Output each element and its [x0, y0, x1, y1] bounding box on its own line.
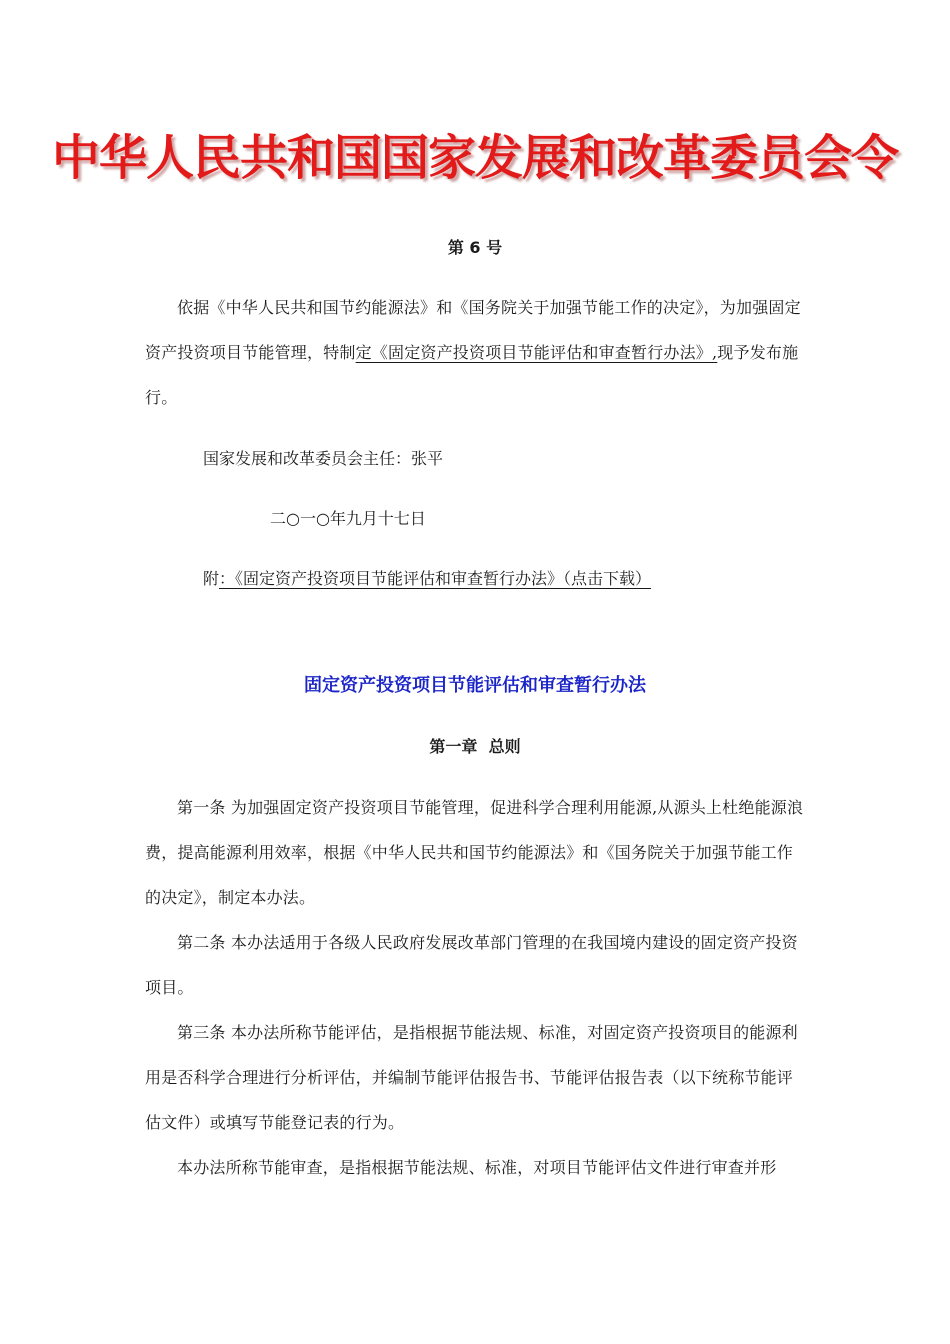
decree-header-title: 中华人民共和国国家发展和改革委员会令: [51, 130, 898, 186]
decree-text-after-link: 现予发布施行。: [145, 343, 799, 407]
article-3-paragraph-2: 本办法所称节能审查，是指根据节能法规、标准，对项目节能评估文件进行审查并形: [177, 1158, 777, 1177]
decree-text-before-link: 依据《中华人民共和国节约能源法》和《国务院关于加强节能工作的决定》，为加强固定资产投资项目节能管理，特制: [145, 298, 801, 362]
attachment-download-link[interactable]: ：《固定资产投资项目节能评估和审查暂行办法》（点击下载）: [219, 569, 652, 588]
regulation-link[interactable]: 定《固定资产投资项目节能评估和审查暂行办法》,: [355, 343, 718, 362]
decree-paragraph: [145, 285, 809, 420]
attachment-prefix: 附: [203, 569, 220, 588]
articles-section: [145, 785, 809, 1190]
law-title: 固定资产投资项目节能评估和审查暂行办法: [304, 675, 646, 696]
order-number: 第 6 号: [447, 238, 503, 257]
attachment-line: [203, 567, 651, 591]
signatory-line: 国家发展和改革委员会主任：张平: [203, 449, 444, 468]
decree-paragraph-text: [145, 285, 809, 420]
article-3: 第三条 本办法所称节能评估，是指根据节能法规、标准，对固定资产投资项目的能源利用是否科学合理进行分析评估，并编制节能评估报告书、节能评估报告表（以下统称节能评估文件）或填写节能登记表的行为。: [145, 1023, 798, 1132]
article-2: 第二条 本办法适用于各级人民政府发展改革部门管理的在我国境内建设的固定资产投资项目。: [145, 933, 798, 997]
article-1: 第一条 为加强固定资产投资项目节能管理，促进科学合理利用能源,从源头上杜绝能源浪费，提高能源利用效率，根据《中华人民共和国节约能源法》和《国务院关于加强节能工作的决定》，制定本办法。: [145, 798, 804, 907]
decree-date: 二○一○年九月十七日: [270, 509, 426, 528]
chapter-title: 第一章 总则: [429, 737, 521, 756]
